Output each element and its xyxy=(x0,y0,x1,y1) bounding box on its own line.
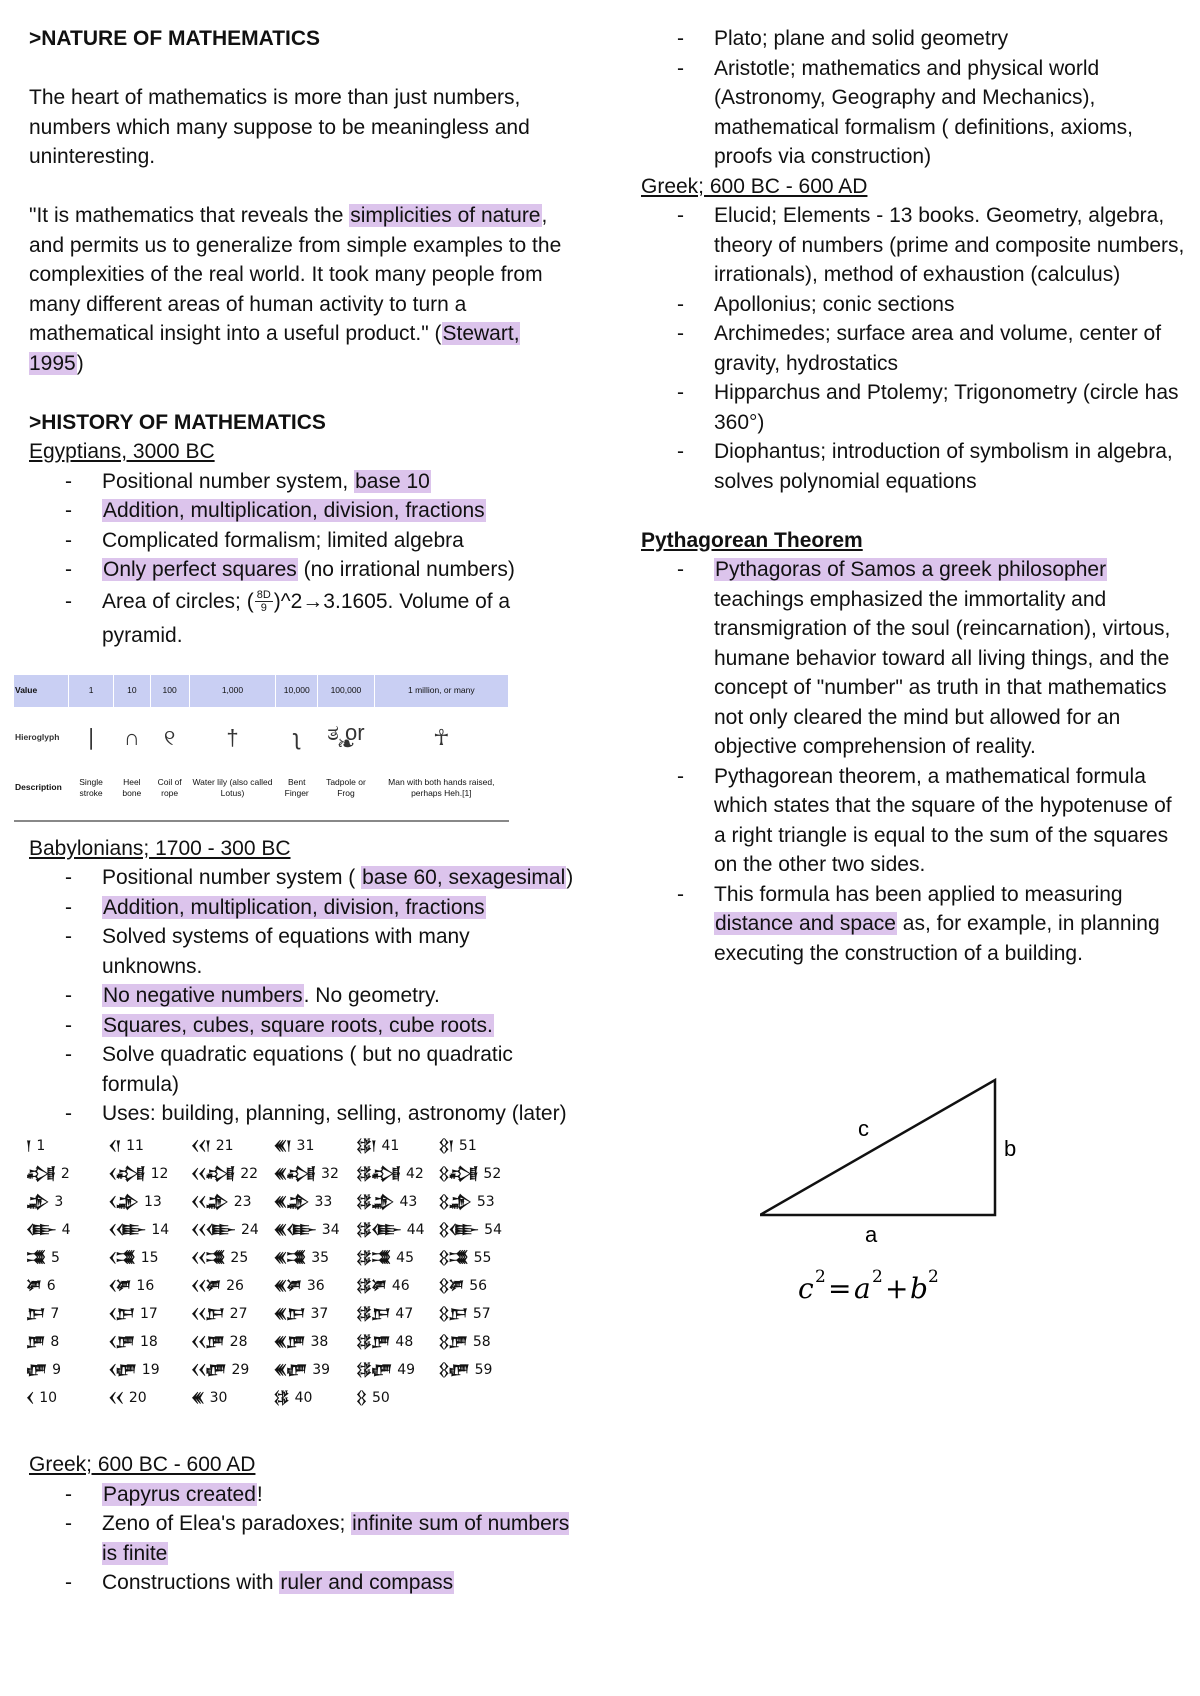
list-item: - Hipparchus and Ptolemy; Trigonometry (circle has 360°) xyxy=(714,378,1186,437)
greek-list xyxy=(29,1480,574,1598)
numeral-cell xyxy=(26,1189,109,1217)
table-description-cell: Water lily (also called Lotus) xyxy=(189,769,275,807)
numeral-value: 32 xyxy=(321,1165,339,1182)
label-c: c xyxy=(858,1116,869,1141)
cuneiform-glyph: 𒌋𒌋𒂇 xyxy=(191,1362,226,1378)
cuneiform-glyph: 𒂂 xyxy=(26,1222,56,1238)
greek-heading-2: Greek; 600 BC - 600 AD xyxy=(641,174,868,198)
table-value-cell: 1 xyxy=(69,675,114,707)
numeral-value: 8 xyxy=(50,1333,60,1350)
cuneiform-glyph: 𒌋𒌋𒂀 xyxy=(191,1166,235,1182)
numeral-value: 30 xyxy=(209,1389,228,1406)
numeral-cell xyxy=(191,1357,274,1385)
table-label-value: Value xyxy=(14,675,69,707)
numeral-cell xyxy=(26,1133,109,1161)
numeral-cell xyxy=(356,1301,439,1329)
cuneiform-glyph: 𒌍𒁹 xyxy=(273,1138,291,1154)
numeral-value: 10 xyxy=(39,1389,58,1406)
list-item: - Plato; plane and solid geometry xyxy=(714,24,1186,54)
formula-b: b xyxy=(910,1272,928,1305)
numeral-value: 44 xyxy=(406,1221,425,1238)
numeral-value: 19 xyxy=(141,1361,160,1378)
hieroglyph-cell: ʅ xyxy=(276,707,318,769)
cuneiform-glyph: 𒌋𒌋𒂆 xyxy=(191,1334,224,1350)
cuneiform-glyph: 𒂇 xyxy=(26,1362,47,1378)
numeral-value: 39 xyxy=(312,1361,331,1378)
item-text: Zeno of Elea's paradoxes; xyxy=(102,1512,352,1535)
numeral-value: 29 xyxy=(231,1361,250,1378)
quote-text-3: ) xyxy=(76,351,84,375)
cuneiform-glyph: 𒌋𒌋 xyxy=(108,1390,123,1406)
table-value-cell: 10,000 xyxy=(276,675,318,707)
numeral-value: 36 xyxy=(306,1277,325,1294)
list-item xyxy=(102,585,574,653)
pythagorean-heading: Pythagorean Theorem xyxy=(641,528,863,552)
right-column xyxy=(641,24,1186,968)
numeral-value: 5 xyxy=(51,1249,60,1266)
hieroglyph-cell: ತ or ❧ xyxy=(318,707,374,769)
numeral-value: 56 xyxy=(469,1277,488,1294)
item-highlight: base 60, sexagesimal xyxy=(362,866,566,889)
numeral-cell xyxy=(26,1329,109,1357)
numeral-value: 9 xyxy=(52,1361,62,1378)
list-item: - Archimedes; surface area and volume, center of gravity, hydrostatics xyxy=(714,319,1186,378)
numeral-cell xyxy=(109,1245,192,1273)
formula-c: c xyxy=(798,1272,814,1305)
quote-text-2: , and permits us to generalize from simple examples to the complexities of the real world. It took many people from many different areas of human activity to turn a mathematical insight into a useful product." ( xyxy=(29,204,562,345)
numeral-cell xyxy=(356,1189,439,1217)
cuneiform-numeral-table xyxy=(26,1133,521,1413)
list-item: - Uses: building, planning, selling, astronomy (later) xyxy=(102,1099,574,1129)
cuneiform-glyph: 𒌐𒁹 xyxy=(438,1138,453,1154)
right-triangle-figure xyxy=(760,1070,1030,1320)
label-b: b xyxy=(1004,1136,1017,1161)
table-description-cell: Heel bone xyxy=(114,769,150,807)
item-highlight: Addition, multiplication, division, fractions xyxy=(103,895,485,919)
numeral-cell xyxy=(191,1189,274,1217)
item-text: teachings emphasized the immortality and transmigration of the soul (reincarnation), virtous, humane behavior toward all living things, and the concept of "number" as truth in that mathematics not only cleared the mind but allowed for an objective comprehension of reality. xyxy=(714,587,1171,758)
list-item xyxy=(714,555,1186,762)
history-heading: >HISTORY OF MATHEMATICS xyxy=(29,410,326,434)
numeral-value: 37 xyxy=(310,1305,329,1322)
cuneiform-glyph: 𒌋 xyxy=(26,1390,34,1406)
list-item: - Aristotle; mathematics and physical world (Astronomy, Geography and Mechanics), mathematical formalism ( definitions, axioms, proofs via construction) xyxy=(714,54,1186,172)
item-highlight: infinite sum of numbers is finite xyxy=(102,1512,570,1565)
cuneiform-glyph: 𒌋𒌋𒂅 xyxy=(191,1306,224,1322)
numeral-cell xyxy=(191,1301,274,1329)
fraction-numerator: 8D xyxy=(256,589,271,602)
numeral-value: 14 xyxy=(151,1221,170,1238)
numeral-cell xyxy=(191,1329,274,1357)
numeral-value: 28 xyxy=(229,1333,248,1350)
numeral-value: 16 xyxy=(136,1277,155,1294)
numeral-cell xyxy=(356,1273,439,1301)
numeral-cell xyxy=(356,1329,439,1357)
table-description-cell: Coil of rope xyxy=(150,769,189,807)
numeral-cell xyxy=(109,1217,192,1245)
item-text: . No geometry. xyxy=(303,984,440,1007)
numeral-cell xyxy=(26,1161,109,1189)
numeral-value: 31 xyxy=(296,1137,315,1154)
numeral-cell xyxy=(356,1245,439,1273)
list-item: - Diophantus; introduction of symbolism in algebra, solves polynomial equations xyxy=(714,437,1186,496)
numeral-value: 55 xyxy=(473,1249,492,1266)
cuneiform-glyph: 𒌏𒂃 xyxy=(356,1250,391,1266)
item-highlight: Only perfect squares xyxy=(103,558,297,581)
hieroglyph-cell: ∩ xyxy=(114,707,150,769)
table-description-cell: Bent Finger xyxy=(276,769,318,807)
babylonians-heading: Babylonians; 1700 - 300 BC xyxy=(29,836,291,860)
table-label-hieroglyph: Hieroglyph xyxy=(14,707,69,769)
list-item xyxy=(102,1011,574,1041)
left-column xyxy=(15,24,574,1598)
label-a: a xyxy=(865,1222,878,1247)
table-value-cell: 100,000 xyxy=(318,675,374,707)
numeral-cell xyxy=(274,1301,357,1329)
numeral-value: 43 xyxy=(399,1193,418,1210)
numeral-cell xyxy=(109,1329,192,1357)
table-description-cell: Man with both hands raised, perhaps Heh.[1] xyxy=(374,769,508,807)
item-text: ! xyxy=(256,1482,263,1506)
item-text: ) xyxy=(566,866,574,889)
numeral-value: 3 xyxy=(54,1193,64,1210)
hieroglyph-cell: ∣ xyxy=(69,707,114,769)
numeral-cell xyxy=(356,1161,439,1189)
triangle-shape xyxy=(760,1080,995,1215)
quote-citation: Stewart, 1995 xyxy=(29,322,520,375)
numeral-cell xyxy=(26,1245,109,1273)
numeral-value: 33 xyxy=(314,1193,333,1210)
numeral-value: 51 xyxy=(458,1137,477,1154)
cuneiform-glyph: 𒌐𒂀 xyxy=(438,1166,478,1182)
numeral-value: 52 xyxy=(483,1165,502,1182)
hieroglyph-cell: † xyxy=(189,707,275,769)
cuneiform-glyph: 𒌐𒂁 xyxy=(438,1194,471,1210)
numeral-cell xyxy=(109,1301,192,1329)
list-item xyxy=(102,893,574,923)
numeral-cell xyxy=(109,1161,192,1189)
hieroglyph-cell: ୧ xyxy=(150,707,189,769)
cuneiform-glyph: 𒌍 xyxy=(191,1390,204,1406)
item-highlight: distance and space xyxy=(715,912,896,935)
numeral-value: 13 xyxy=(144,1193,162,1210)
cuneiform-glyph: 𒌋𒌋𒂁 xyxy=(191,1194,228,1210)
numeral-value: 49 xyxy=(397,1361,416,1378)
numeral-value: 53 xyxy=(476,1193,495,1210)
babylonians-list xyxy=(29,863,574,1129)
item-highlight: base 10 xyxy=(355,469,430,493)
item-highlight: ruler and compass xyxy=(280,1571,454,1594)
list-item xyxy=(714,880,1186,969)
numeral-cell xyxy=(109,1385,192,1413)
cuneiform-glyph: 𒌐 xyxy=(356,1390,367,1406)
numeral-cell xyxy=(274,1133,357,1161)
numeral-value: 23 xyxy=(233,1193,252,1210)
cuneiform-glyph: 𒂀 xyxy=(26,1166,55,1182)
cuneiform-glyph: 𒌏𒂂 xyxy=(356,1222,401,1238)
cuneiform-glyph: 𒌐𒂂 xyxy=(438,1222,479,1238)
formula-exp: 2 xyxy=(815,1267,826,1287)
numeral-value: 1 xyxy=(36,1137,46,1154)
cuneiform-glyph: 𒌏𒂇 xyxy=(356,1362,392,1378)
numeral-cell xyxy=(356,1217,439,1245)
cuneiform-glyph: 𒌋𒂅 xyxy=(108,1306,134,1322)
numeral-cell xyxy=(439,1329,522,1357)
list-item xyxy=(102,981,574,1011)
numeral-value: 48 xyxy=(395,1333,414,1350)
item-text: )^2→3.1605. Volume of a pyramid. xyxy=(102,589,511,647)
numeral-value: 54 xyxy=(484,1221,502,1238)
nature-paragraph: The heart of mathematics is more than just numbers, numbers which many suppose to be meaningless and uninteresting. xyxy=(29,86,530,168)
numeral-value: 24 xyxy=(241,1221,259,1238)
numeral-value: 21 xyxy=(215,1137,234,1154)
list-item: - Solve quadratic equations ( but no quadratic formula) xyxy=(102,1040,574,1099)
quote-paragraph xyxy=(29,201,574,378)
numeral-cell xyxy=(109,1189,192,1217)
pythagorean-list xyxy=(641,555,1186,968)
item-text: Area of circles; ( xyxy=(102,589,254,613)
numeral-cell xyxy=(356,1357,439,1385)
cuneiform-glyph: 𒌍𒂄 xyxy=(273,1278,301,1294)
formula-equals: = xyxy=(828,1272,852,1305)
item-text: Positional number system ( xyxy=(102,866,362,889)
numeral-value: 58 xyxy=(472,1333,491,1350)
list-item xyxy=(102,496,574,526)
numeral-value: 34 xyxy=(321,1221,340,1238)
numeral-cell xyxy=(109,1133,192,1161)
item-text: as, for example, in planning executing the construction of a building. xyxy=(714,912,1160,965)
cuneiform-glyph: 𒌋𒌋𒂂 xyxy=(191,1222,235,1238)
numeral-cell xyxy=(109,1273,192,1301)
table-description-cell: Single stroke xyxy=(69,769,114,807)
numeral-value: 40 xyxy=(294,1389,313,1406)
cuneiform-glyph: 𒁹 xyxy=(26,1138,31,1154)
cuneiform-glyph: 𒌋𒌋𒁹 xyxy=(191,1138,210,1154)
cuneiform-glyph: 𒌍𒂆 xyxy=(273,1334,305,1350)
cuneiform-glyph: 𒌐𒂃 xyxy=(438,1250,468,1266)
cuneiform-glyph: 𒌍𒂀 xyxy=(273,1166,316,1182)
cuneiform-glyph: 𒌍𒂃 xyxy=(273,1250,306,1266)
numeral-value: 7 xyxy=(50,1305,60,1322)
table-label-description: Description xyxy=(14,769,69,807)
egyptians-heading: Egyptians, 3000 BC xyxy=(29,440,215,463)
numeral-value: 50 xyxy=(372,1389,390,1406)
numeral-cell xyxy=(274,1357,357,1385)
cuneiform-glyph: 𒌋𒂄 xyxy=(108,1278,131,1294)
list-item xyxy=(102,863,574,893)
list-item xyxy=(102,1568,574,1598)
cuneiform-glyph: 𒌋𒂇 xyxy=(108,1362,136,1378)
numeral-cell xyxy=(191,1133,274,1161)
numeral-value: 27 xyxy=(229,1305,248,1322)
item-highlight: Squares, cubes, square roots, cube roots. xyxy=(103,1013,493,1037)
numeral-cell xyxy=(439,1133,522,1161)
formula-exp: 2 xyxy=(872,1267,883,1287)
numeral-cell xyxy=(439,1385,522,1413)
quote-text-1: "It is mathematics that reveals the xyxy=(29,204,350,227)
cuneiform-glyph: 𒂁 xyxy=(26,1194,49,1210)
list-item: - Complicated formalism; limited algebra xyxy=(102,526,574,556)
numeral-cell xyxy=(191,1245,274,1273)
cuneiform-glyph: 𒌏𒂅 xyxy=(356,1306,390,1322)
hieroglyph-cell: ☥ xyxy=(374,707,508,769)
cuneiform-glyph: 𒌋𒂃 xyxy=(108,1250,135,1266)
item-highlight: Pythagoras of Samos a greek philosopher xyxy=(715,558,1107,581)
table-description-cell: Tadpole or Frog xyxy=(318,769,374,807)
cuneiform-glyph: 𒌋𒌋𒂄 xyxy=(191,1278,221,1294)
cuneiform-glyph: 𒌋𒂀 xyxy=(108,1166,145,1182)
item-text: (no irrational numbers) xyxy=(297,558,515,581)
egyptians-list xyxy=(29,467,574,653)
numeral-cell xyxy=(191,1161,274,1189)
formula-plus: + xyxy=(885,1272,909,1305)
greek-continued-list xyxy=(641,24,1186,172)
cuneiform-glyph: 𒌋𒂂 xyxy=(108,1222,146,1238)
numeral-value: 20 xyxy=(128,1389,147,1406)
cuneiform-glyph: 𒌐𒂇 xyxy=(438,1362,469,1378)
table-value-cell: 10 xyxy=(114,675,150,707)
cuneiform-glyph: 𒌍𒂁 xyxy=(273,1194,309,1210)
numeral-cell xyxy=(439,1273,522,1301)
pythagorean-formula xyxy=(798,1267,939,1305)
numeral-cell xyxy=(274,1329,357,1357)
cuneiform-glyph: 𒌋𒌋𒂃 xyxy=(191,1250,225,1266)
numeral-value: 46 xyxy=(391,1277,410,1294)
numeral-cell xyxy=(26,1217,109,1245)
numeral-value: 2 xyxy=(60,1165,70,1182)
numeral-value: 15 xyxy=(140,1249,159,1266)
item-text: Constructions with xyxy=(102,1571,280,1594)
table-value-cell: 1 million, or many xyxy=(374,675,508,707)
table-value-cell: 1,000 xyxy=(189,675,275,707)
cuneiform-glyph: 𒌏𒂁 xyxy=(356,1194,394,1210)
numeral-value: 22 xyxy=(240,1165,259,1182)
numeral-cell xyxy=(191,1273,274,1301)
numeral-cell xyxy=(356,1133,439,1161)
numeral-value: 26 xyxy=(226,1277,244,1294)
cuneiform-glyph: 𒌐𒂆 xyxy=(438,1334,467,1350)
cuneiform-glyph: 𒌏𒂄 xyxy=(356,1278,386,1294)
numeral-cell xyxy=(439,1161,522,1189)
numeral-value: 57 xyxy=(472,1305,491,1322)
cuneiform-glyph: 𒂆 xyxy=(26,1334,45,1350)
numeral-cell xyxy=(191,1385,274,1413)
numeral-cell xyxy=(274,1189,357,1217)
cuneiform-glyph: 𒌏𒂆 xyxy=(356,1334,390,1350)
cuneiform-glyph: 𒌐𒂄 xyxy=(438,1278,464,1294)
numeral-cell xyxy=(274,1385,357,1413)
cuneiform-glyph: 𒌍𒂇 xyxy=(273,1362,307,1378)
numeral-cell xyxy=(439,1245,522,1273)
list-item: - Pythagorean theorem, a mathematical formula which states that the square of the hypotenuse of a right triangle is equal to the sum of the squares on the other two sides. xyxy=(714,762,1186,880)
numeral-value: 11 xyxy=(126,1137,144,1154)
numeral-cell xyxy=(191,1217,274,1245)
numeral-value: 12 xyxy=(150,1165,169,1182)
cuneiform-glyph: 𒌏𒁹 xyxy=(356,1138,376,1154)
item-highlight: No negative numbers xyxy=(103,984,303,1007)
cuneiform-glyph: 𒌍𒂂 xyxy=(273,1222,316,1238)
list-item: - Apollonius; conic sections xyxy=(714,290,1186,320)
numeral-cell xyxy=(439,1357,522,1385)
cuneiform-glyph: 𒌋𒂁 xyxy=(108,1194,139,1210)
numeral-cell xyxy=(439,1301,522,1329)
item-highlight: Papyrus created xyxy=(103,1482,256,1506)
numeral-cell xyxy=(274,1161,357,1189)
cuneiform-glyph: 𒂄 xyxy=(26,1278,41,1294)
numeral-value: 6 xyxy=(46,1277,56,1294)
list-item xyxy=(102,467,574,497)
nature-heading: >NATURE OF MATHEMATICS xyxy=(29,27,321,50)
numeral-cell xyxy=(439,1217,522,1245)
list-item xyxy=(102,555,574,585)
numeral-value: 41 xyxy=(381,1137,400,1154)
table-value-cell: 100 xyxy=(150,675,189,707)
item-text: Positional number system, xyxy=(102,469,355,493)
fraction-denominator: 9 xyxy=(260,602,267,615)
list-item: - Elucid; Elements - 13 books. Geometry, algebra, theory of numbers (prime and composite numbers, irrationals), method of exhaustion (calculus) xyxy=(714,201,1186,290)
numeral-value: 17 xyxy=(139,1305,158,1322)
formula-exp: 2 xyxy=(928,1267,939,1287)
greek-heading: Greek; 600 BC - 600 AD xyxy=(29,1453,256,1476)
list-item: - Solved systems of equations with many unknowns. xyxy=(102,922,574,981)
item-text: This formula has been applied to measuring xyxy=(714,882,1123,906)
quote-highlight-1: simplicities of nature xyxy=(350,204,541,227)
numeral-value: 25 xyxy=(230,1249,249,1266)
hieroglyph-table xyxy=(14,675,509,822)
numeral-value: 4 xyxy=(61,1221,71,1238)
numeral-cell xyxy=(274,1245,357,1273)
cuneiform-glyph: 𒂃 xyxy=(26,1250,46,1266)
numeral-value: 18 xyxy=(139,1333,158,1350)
numeral-cell xyxy=(26,1357,109,1385)
cuneiform-glyph: 𒂅 xyxy=(26,1306,45,1322)
cuneiform-glyph: 𒌍𒂅 xyxy=(273,1306,305,1322)
greek-list-2 xyxy=(641,201,1186,496)
numeral-value: 59 xyxy=(474,1361,493,1378)
cuneiform-glyph: 𒌏 xyxy=(273,1390,289,1406)
numeral-cell xyxy=(356,1385,439,1413)
numeral-value: 35 xyxy=(311,1249,330,1266)
numeral-cell xyxy=(26,1273,109,1301)
item-highlight: Addition, multiplication, division, fractions xyxy=(103,499,485,522)
numeral-cell xyxy=(26,1385,109,1413)
list-item xyxy=(102,1480,574,1510)
numeral-cell xyxy=(439,1189,522,1217)
fraction xyxy=(255,589,273,614)
cuneiform-glyph: 𒌐𒂅 xyxy=(438,1306,467,1322)
numeral-value: 38 xyxy=(310,1333,329,1350)
cuneiform-glyph: 𒌏𒂀 xyxy=(356,1166,400,1182)
numeral-value: 42 xyxy=(406,1165,424,1182)
numeral-cell xyxy=(274,1217,357,1245)
numeral-cell xyxy=(274,1273,357,1301)
formula-a: a xyxy=(854,1272,871,1305)
numeral-cell xyxy=(109,1357,192,1385)
list-item xyxy=(102,1509,574,1568)
cuneiform-glyph: 𒌋𒂆 xyxy=(108,1334,134,1350)
cuneiform-glyph: 𒌋𒁹 xyxy=(108,1138,121,1154)
numeral-cell xyxy=(26,1301,109,1329)
numeral-value: 45 xyxy=(396,1249,414,1266)
numeral-value: 47 xyxy=(395,1305,414,1322)
